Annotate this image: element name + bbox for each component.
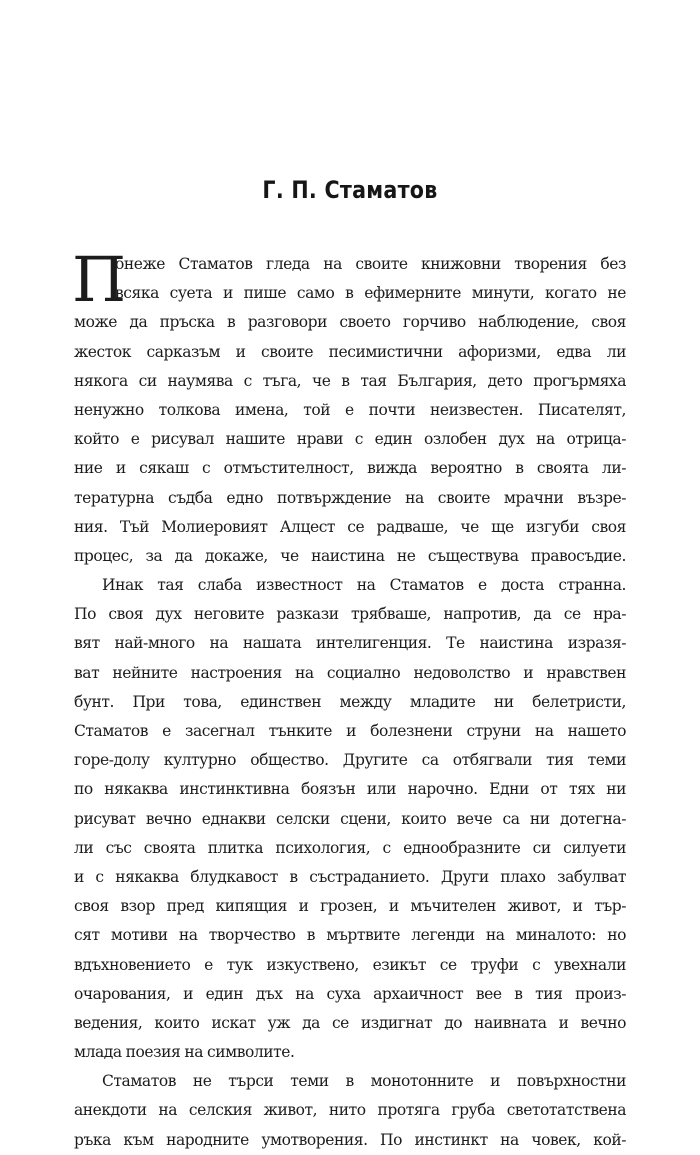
chapter-title: Г. П. Стаматов <box>262 176 438 204</box>
text-line: бунт. При това, единствен между младите ни белетристи, <box>74 692 626 711</box>
text-line: вят най-много на нашата интелигенция. Те наистина изразя- <box>74 634 626 653</box>
text-line: ват нейните настроения на социално недоволство и нравствен <box>74 663 626 682</box>
text-line: и с някаква блудкавост в състраданието. Други плахо забулват <box>74 867 626 886</box>
body-text <box>72 243 626 1155</box>
text-line: ния. Тъй Молиеровият Алцест се радваше, че ще изгуби своя <box>74 517 626 536</box>
text-line: всяка суета и пише само в ефимерните минути, когато не <box>115 284 626 303</box>
text-line: процес, за да докаже, че наистина не съществува правосъдие. <box>74 546 626 565</box>
drop-cap: П <box>72 243 127 316</box>
text-line: тературна съдба едно потвърждение на своите мрачни възре- <box>74 488 626 507</box>
text-line: вдъхновението е тук изкуствено, езикът се труфи с увехнали <box>74 955 626 974</box>
text-line: своя взор пред кипящия и грозен, и мъчителен живот, и тър- <box>74 897 626 916</box>
text-line: сят мотиви на творчество в мъртвите легенди на миналото: но <box>74 926 626 945</box>
text-line: ние и сякаш с отмъстителност, вижда вероятно в своята ли- <box>74 459 626 478</box>
text-line: млада поезия на символите. <box>74 1043 295 1062</box>
text-line: Стаматов е засегнал тънките и болезнени струни на нашето <box>74 722 626 740</box>
text-line: онеже Стаматов гледа на своите книжовни творения без <box>115 255 626 273</box>
text-line: някога си наумява с тъга, че в тая България, дето прогърмяха <box>74 371 626 390</box>
text-line: ненужно толкова имена, той е почти неизвестен. Писателят, <box>74 400 626 419</box>
text-line: анекдоти на селския живот, нито протяга груба светотатствена <box>74 1101 626 1120</box>
text-line: По своя дух неговите разкази трябваше, напротив, да се нра- <box>74 605 626 624</box>
text-line: Стаматов не търси теми в монотонните и повърхностни <box>102 1072 626 1091</box>
text-line: горе-долу културно общество. Другите са отбягвали тия теми <box>74 751 626 770</box>
text-line: ли със своята плитка психология, с еднообразните си силуети <box>74 838 626 857</box>
text-line: който е рисувал нашите нрави с един озлобен дух на отрица- <box>74 430 626 449</box>
text-line: може да пръска в разговори своето горчиво наблюдение, своя <box>74 313 626 332</box>
text-line: ведения, които искат уж да се издигнат до наивната и вечно <box>74 1013 626 1032</box>
text-line: рисуват вечно еднакви селски сцени, които вече са ни дотегна- <box>74 809 626 828</box>
text-line: ръка към народните умотворения. По инстинкт на човек, кой- <box>74 1130 626 1149</box>
text-line: очарования, и един дъх на суха архаичност вее в тия произ- <box>74 984 626 1003</box>
text-line: по някаква инстинктивна боязън или нарочно. Едни от тях ни <box>74 780 626 799</box>
text-line: Инак тая слаба известност на Стаматов е доста странна. <box>102 576 626 595</box>
text-line: жесток сарказъм и своите песимистични афоризми, едва ли <box>74 342 626 361</box>
